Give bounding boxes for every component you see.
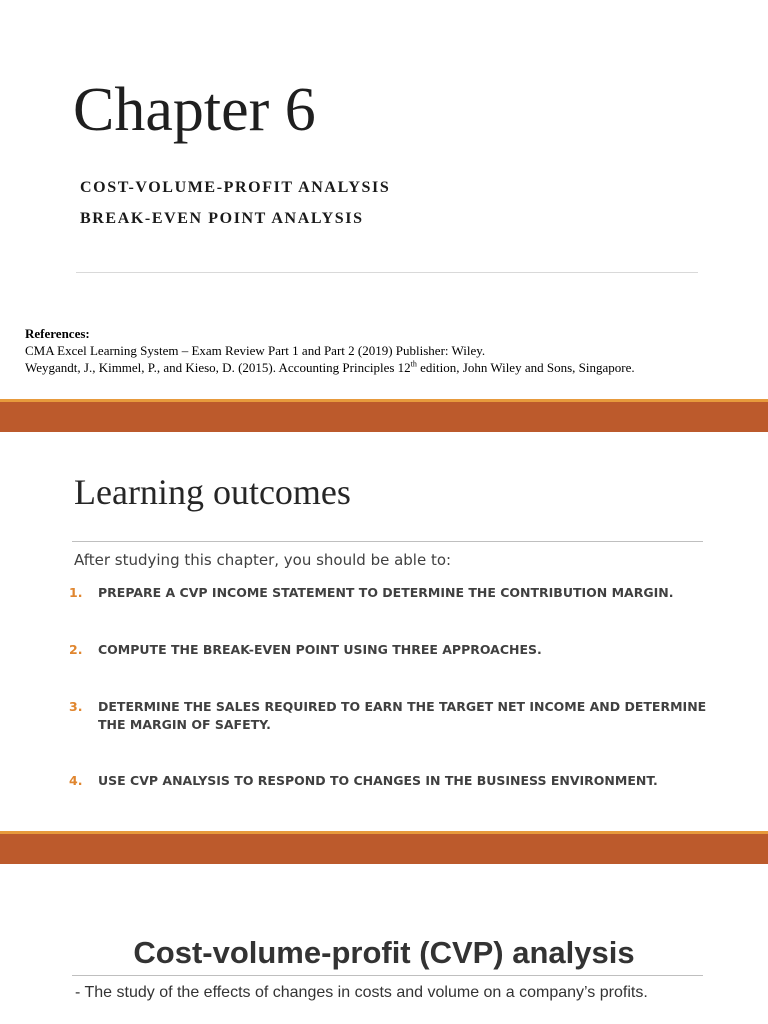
outcome-number: 2. bbox=[69, 642, 83, 657]
learning-outcomes-intro: After studying this chapter, you should be able to: bbox=[74, 551, 452, 569]
learning-outcomes-divider bbox=[72, 541, 703, 542]
outcome-text: USE CVP ANALYSIS TO RESPOND TO CHANGES IN THE BUSINESS ENVIRONMENT. bbox=[98, 773, 658, 788]
cvp-title: Cost-volume-profit (CVP) analysis bbox=[133, 935, 635, 970]
reference-weygandt-main: Weygandt, J., Kimmel, P., and Kieso, D. (2015). Accounting Principles 12 bbox=[25, 360, 411, 375]
outcome-text: COMPUTE THE BREAK-EVEN POINT USING THREE APPROACHES. bbox=[98, 642, 542, 657]
references-heading: References: bbox=[25, 326, 90, 341]
outcome-item bbox=[69, 641, 709, 659]
outcome-number: 4. bbox=[69, 773, 83, 788]
outcome-item bbox=[69, 698, 709, 734]
slide-separator-band bbox=[0, 834, 768, 864]
reference-weygandt-end: edition, John Wiley and Sons, Singapore. bbox=[416, 360, 635, 375]
outcome-item bbox=[69, 772, 709, 790]
cvp-definition: - The study of the effects of changes in costs and volume on a company’s profits. bbox=[75, 984, 648, 1001]
learning-outcomes-title: Learning outcomes bbox=[74, 472, 351, 512]
reference-superscript: th bbox=[410, 359, 417, 369]
title-divider bbox=[76, 272, 698, 273]
slide-separator-band bbox=[0, 402, 768, 432]
outcome-text: DETERMINE THE SALES REQUIRED TO EARN THE TARGET NET INCOME AND DETERMINE THE MARGIN OF SAFETY. bbox=[98, 699, 707, 732]
outcome-item bbox=[69, 584, 709, 602]
subtitle-break-even: BREAK-EVEN POINT ANALYSIS bbox=[80, 210, 364, 227]
outcome-number: 1. bbox=[69, 585, 83, 600]
outcome-text: PREPARE A CVP INCOME STATEMENT TO DETERMINE THE CONTRIBUTION MARGIN. bbox=[98, 585, 674, 600]
outcome-number: 3. bbox=[69, 699, 83, 714]
cvp-divider bbox=[72, 975, 703, 976]
chapter-title: Chapter 6 bbox=[73, 76, 316, 144]
subtitle-cvp: COST-VOLUME-PROFIT ANALYSIS bbox=[80, 179, 391, 196]
reference-weygandt bbox=[25, 360, 635, 376]
reference-cma: CMA Excel Learning System – Exam Review Part 1 and Part 2 (2019) Publisher: Wiley. bbox=[25, 343, 486, 358]
